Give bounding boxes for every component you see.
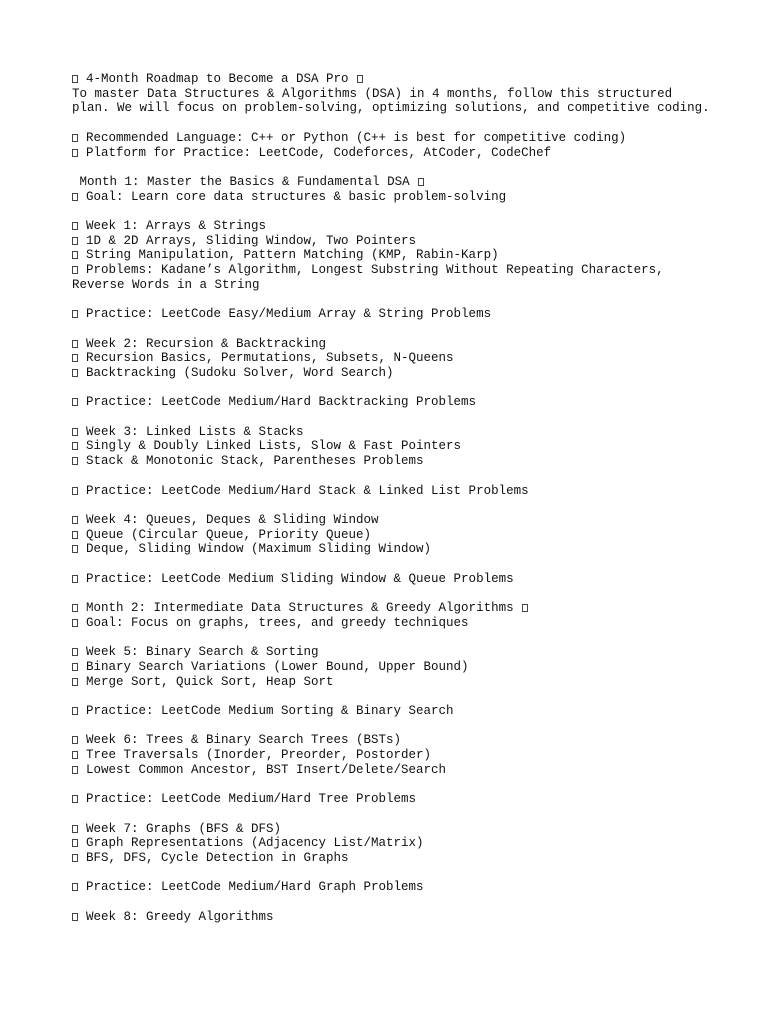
box-glyph-icon xyxy=(72,854,78,862)
month2-goal: Goal: Focus on graphs, trees, and greedy techniques xyxy=(72,616,712,631)
week8-title: Week 8: Greedy Algorithms xyxy=(72,910,712,925)
box-glyph-icon xyxy=(357,75,363,83)
week5-practice: Practice: LeetCode Medium Sorting & Binary Search xyxy=(72,704,712,719)
box-glyph-icon xyxy=(72,648,78,656)
platform-line: Platform for Practice: LeetCode, Codeforces, AtCoder, CodeChef xyxy=(72,146,712,161)
box-glyph-icon xyxy=(72,266,78,274)
box-glyph-icon xyxy=(72,839,78,847)
box-glyph-icon xyxy=(72,795,78,803)
list-item: Recursion Basics, Permutations, Subsets, N-Queens xyxy=(72,351,712,366)
box-glyph-icon xyxy=(72,193,78,201)
box-glyph-icon xyxy=(72,531,78,539)
box-glyph-icon xyxy=(72,913,78,921)
box-glyph-icon xyxy=(72,736,78,744)
list-item: Problems: Kadane’s Algorithm, Longest Substring Without Repeating Characters, xyxy=(72,263,712,278)
box-glyph-icon xyxy=(72,575,78,583)
box-glyph-icon xyxy=(72,310,78,318)
week1-practice: Practice: LeetCode Easy/Medium Array & String Problems xyxy=(72,307,712,322)
list-item: Stack & Monotonic Stack, Parentheses Problems xyxy=(72,454,712,469)
box-glyph-icon xyxy=(72,707,78,715)
week7-title: Week 7: Graphs (BFS & DFS) xyxy=(72,822,712,837)
week5-title: Week 5: Binary Search & Sorting xyxy=(72,645,712,660)
week2-practice: Practice: LeetCode Medium/Hard Backtracking Problems xyxy=(72,395,712,410)
document-page xyxy=(72,72,712,925)
box-glyph-icon xyxy=(72,251,78,259)
week1-title: Week 1: Arrays & Strings xyxy=(72,219,712,234)
week3-practice: Practice: LeetCode Medium/Hard Stack & Linked List Problems xyxy=(72,484,712,499)
box-glyph-icon xyxy=(72,369,78,377)
box-glyph-icon xyxy=(72,134,78,142)
box-glyph-icon xyxy=(72,604,78,612)
week6-title: Week 6: Trees & Binary Search Trees (BSTs) xyxy=(72,733,712,748)
month2-heading: Month 2: Intermediate Data Structures & Greedy Algorithms xyxy=(72,601,712,616)
list-item: Merge Sort, Quick Sort, Heap Sort xyxy=(72,675,712,690)
box-glyph-icon xyxy=(72,222,78,230)
box-glyph-icon xyxy=(72,883,78,891)
document-title: 4-Month Roadmap to Become a DSA Pro xyxy=(72,72,712,87)
list-item: String Manipulation, Pattern Matching (KMP, Rabin-Karp) xyxy=(72,248,712,263)
box-glyph-icon xyxy=(72,442,78,450)
box-glyph-icon xyxy=(72,545,78,553)
box-glyph-icon xyxy=(418,178,424,186)
month1-goal: Goal: Learn core data structures & basic problem-solving xyxy=(72,190,712,205)
language-line: Recommended Language: C++ or Python (C++ is best for competitive coding) xyxy=(72,131,712,146)
box-glyph-icon xyxy=(72,398,78,406)
intro-paragraph: To master Data Structures & Algorithms (DSA) in 4 months, follow this structured plan. We will focus on problem-solving, optimizing solutions, and competitive coding. xyxy=(72,86,710,116)
week4-title: Week 4: Queues, Deques & Sliding Window xyxy=(72,513,712,528)
box-glyph-icon xyxy=(72,751,78,759)
box-glyph-icon xyxy=(72,75,78,83)
box-glyph-icon xyxy=(72,428,78,436)
list-item: Tree Traversals (Inorder, Preorder, Postorder) xyxy=(72,748,712,763)
month1-heading: Month 1: Master the Basics & Fundamental DSA xyxy=(72,175,712,190)
box-glyph-icon xyxy=(72,619,78,627)
box-glyph-icon xyxy=(72,340,78,348)
list-item: Binary Search Variations (Lower Bound, Upper Bound) xyxy=(72,660,712,675)
box-glyph-icon xyxy=(72,825,78,833)
box-glyph-icon xyxy=(72,678,78,686)
list-item: BFS, DFS, Cycle Detection in Graphs xyxy=(72,851,712,866)
list-item: Graph Representations (Adjacency List/Matrix) xyxy=(72,836,712,851)
box-glyph-icon xyxy=(72,487,78,495)
list-item-continuation: Reverse Words in a String xyxy=(72,277,260,292)
week4-practice: Practice: LeetCode Medium Sliding Window & Queue Problems xyxy=(72,572,712,587)
box-glyph-icon xyxy=(72,149,78,157)
list-item: Singly & Doubly Linked Lists, Slow & Fast Pointers xyxy=(72,439,712,454)
week6-practice: Practice: LeetCode Medium/Hard Tree Problems xyxy=(72,792,712,807)
week7-practice: Practice: LeetCode Medium/Hard Graph Problems xyxy=(72,880,712,895)
box-glyph-icon xyxy=(72,457,78,465)
list-item: Queue (Circular Queue, Priority Queue) xyxy=(72,528,712,543)
week3-title: Week 3: Linked Lists & Stacks xyxy=(72,425,712,440)
list-item: 1D & 2D Arrays, Sliding Window, Two Pointers xyxy=(72,234,712,249)
box-glyph-icon xyxy=(72,516,78,524)
box-glyph-icon xyxy=(72,663,78,671)
box-glyph-icon xyxy=(72,237,78,245)
week2-title: Week 2: Recursion & Backtracking xyxy=(72,337,712,352)
box-glyph-icon xyxy=(72,354,78,362)
list-item: Deque, Sliding Window (Maximum Sliding Window) xyxy=(72,542,712,557)
list-item: Backtracking (Sudoku Solver, Word Search) xyxy=(72,366,712,381)
box-glyph-icon xyxy=(72,766,78,774)
list-item: Lowest Common Ancestor, BST Insert/Delete/Search xyxy=(72,763,712,778)
box-glyph-icon xyxy=(522,604,528,612)
